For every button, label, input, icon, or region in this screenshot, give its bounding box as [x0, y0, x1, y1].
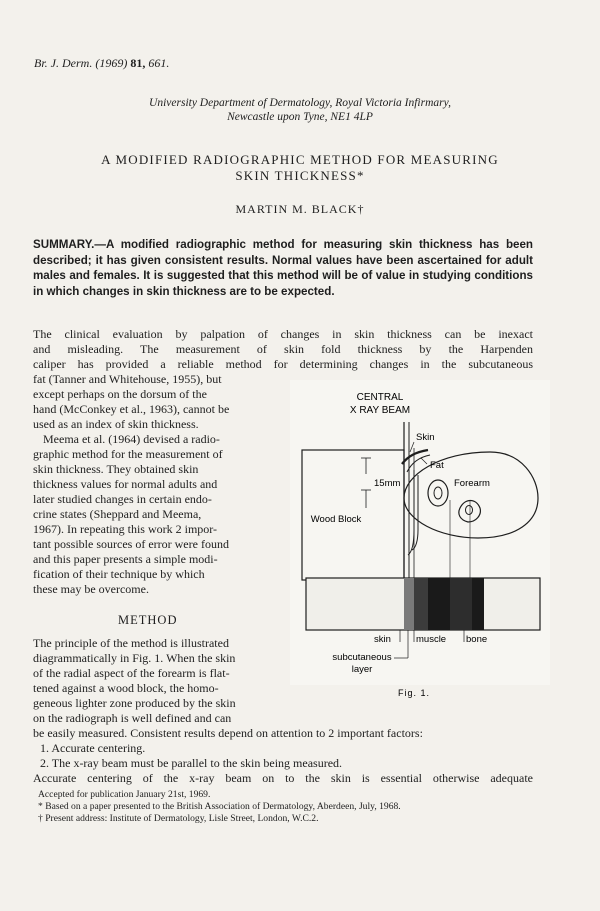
footnote-accepted: Accepted for publication January 21st, 1969. [38, 789, 211, 800]
intro-line: caliper has provided a reliable method for determining changes in the subcutaneous [33, 357, 533, 371]
meema-line: later studied changes in certain endo- [33, 492, 212, 506]
bottom-skin-label: skin [374, 634, 391, 645]
body-last-line: Accurate centering of the x-ray beam on to the skin is essential otherwise adequate [33, 771, 533, 785]
radiograph-bone-zone [450, 578, 472, 630]
intro-line: used as an index of skin thickness. [33, 417, 199, 431]
method-line: be easily measured. Consistent results depend on attention to 2 important factors: [33, 726, 423, 740]
intro-line: hand (McConkey et al., 1963), cannot be [33, 402, 230, 416]
method-heading: METHOD [118, 613, 178, 627]
method-line: on the radiograph is well defined and can [33, 711, 232, 725]
figure-caption: Fig. 1. [398, 688, 431, 698]
article-title-line-2: SKIN THICKNESS* [235, 168, 365, 183]
footnote-address: † Present address: Institute of Dermatology, Lisle Street, London, W.C.2. [38, 813, 319, 824]
method-line: of the radial aspect of the forearm is flat- [33, 666, 230, 680]
radiograph-muscle-zone [472, 578, 484, 630]
factor-item: 2. The x-ray beam must be parallel to the skin being measured. [40, 756, 343, 770]
radiograph-fat-zone [414, 578, 428, 630]
citation-year: (1969) [95, 56, 128, 70]
measure-label: 15mm [374, 478, 401, 489]
beam-label-line-2: X RAY BEAM [349, 405, 411, 416]
intro-line: and misleading. The measurement of skin fold thickness by the Harpenden [33, 342, 533, 356]
intro-line: except perhaps on the dorsum of the [33, 387, 207, 401]
method-line: geneous lighter zone produced by the skin [33, 696, 236, 710]
meema-line: and this paper presents a simple modi- [33, 552, 218, 566]
meema-line: skin thickness. They obtained skin [33, 462, 199, 476]
citation-volume: 81, [130, 56, 146, 70]
fat-label: Fat [430, 460, 444, 471]
intro-line: fat (Tanner and Whitehouse, 1955), but [33, 372, 222, 386]
method-line: The principle of the method is illustrated [33, 636, 229, 650]
footnote-presented: * Based on a paper presented to the British Association of Dermatology, Aberdeen, July, 1968. [38, 801, 401, 812]
author-name: MARTIN M. BLACK† [235, 202, 365, 216]
factor-item: 1. Accurate centering. [40, 741, 146, 755]
radiograph-muscle-zone [428, 578, 450, 630]
subcut-label-line-1: subcutaneous [332, 652, 392, 663]
article-title-line-1: A MODIFIED RADIOGRAPHIC METHOD FOR MEASURING [101, 152, 499, 167]
affiliation-line-1: University Department of Dermatology, Royal Victoria Infirmary, [149, 97, 451, 109]
subcut-label-line-2: layer [351, 664, 373, 675]
method-line: diagrammatically in Fig. 1. When the skin [33, 651, 236, 665]
journal-citation [34, 56, 169, 71]
meema-line: Meema et al. (1964) devised a radio- [43, 432, 220, 446]
citation-page: 661. [148, 56, 170, 70]
beam-label-line-1: CENTRAL [356, 392, 404, 403]
meema-line: 1967). In repeating this work 2 impor- [33, 522, 218, 536]
meema-line: thickness values for normal adults and [33, 477, 218, 491]
radiograph-skin-zone [404, 578, 414, 630]
meema-line: these may be overcome. [33, 582, 149, 596]
meema-line: crine states (Sheppard and Meema, [33, 507, 202, 521]
muscle-label: muscle [416, 634, 447, 645]
summary-paragraph: SUMMARY.—A modified radiographic method for measuring skin thickness has been described; it has given consistent results. Normal values have been ascertained for adult males and females. It is suggested that this method will be of value in studying conditions in which changes in skin thickness are to be expected. [33, 238, 533, 298]
skin-label: Skin [416, 432, 435, 443]
forearm-label: Forearm [454, 478, 490, 489]
citation-journal: Br. J. Derm. [34, 56, 93, 70]
intro-line: The clinical evaluation by palpation of changes in skin thickness can be inexact [33, 327, 533, 341]
meema-line: fication of their technique by which [33, 567, 205, 581]
method-line: tened against a wood block, the homo- [33, 681, 219, 695]
affiliation-line-2: Newcastle upon Tyne, NE1 4LP [227, 111, 373, 123]
figure-1-diagram [290, 380, 550, 710]
wood-block-label: Wood Block [310, 514, 362, 525]
meema-line: tant possible sources of error were found [33, 537, 229, 551]
bone-label: bone [466, 634, 488, 645]
meema-line: graphic method for the measurement of [33, 447, 223, 461]
